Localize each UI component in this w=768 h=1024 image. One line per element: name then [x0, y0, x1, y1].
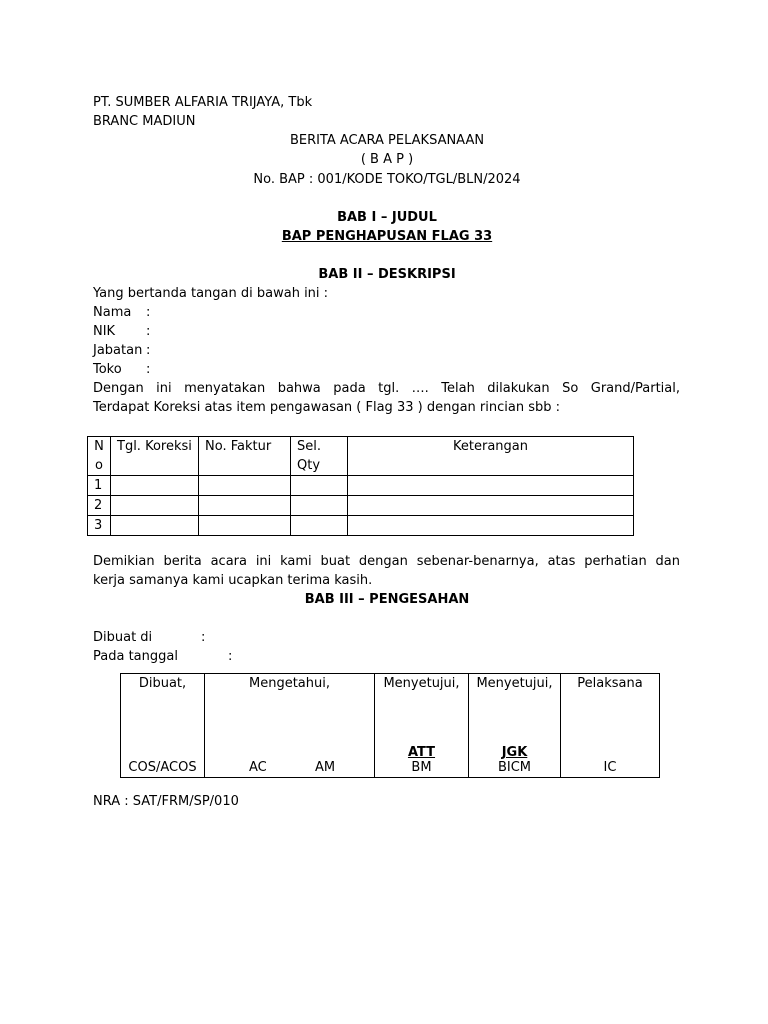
header-sel-line2: Qty — [297, 458, 321, 473]
sig-pelaksana-cell — [561, 674, 660, 778]
signature-table — [120, 673, 660, 778]
row-no: 1 — [88, 476, 111, 496]
header-no-line1: N — [94, 439, 104, 454]
row-faktur — [199, 516, 291, 536]
row-tgl — [111, 516, 199, 536]
bab3-heading: BAB III – PENGESAHAN — [304, 592, 470, 607]
table-row — [88, 516, 634, 536]
signature-row — [121, 674, 660, 778]
field-jabatan-colon: : — [146, 343, 151, 358]
row-sel — [291, 516, 348, 536]
sig-mengetahui-role-ac: AC — [249, 760, 267, 775]
row-no: 3 — [88, 516, 111, 536]
header-no-line2: o — [95, 458, 103, 473]
statement-line-1: Dengan ini menyatakan bahwa pada tgl. …. Telah dilakukan So Grand/Partial, — [93, 381, 680, 396]
sig-menyetujui-bm-cell — [375, 674, 469, 778]
header-no-faktur: No. Faktur — [199, 437, 291, 476]
sig-dibuat-cell — [121, 674, 205, 778]
row-keterangan — [348, 496, 634, 516]
row-faktur — [199, 496, 291, 516]
tanggal-line — [93, 647, 232, 666]
sig-menyetujui-bicm-name: JGK — [501, 745, 528, 760]
row-no: 2 — [88, 496, 111, 516]
sig-menyetujui-bm-name: ATT — [407, 745, 436, 760]
company-name: PT. SUMBER ALFARIA TRIJAYA, Tbk — [93, 95, 313, 110]
sig-mengetahui-role-am: AM — [315, 760, 336, 775]
sig-mengetahui-cell — [205, 674, 375, 778]
intro-text: Yang bertanda tangan di bawah ini : — [93, 286, 329, 301]
bab2-heading: BAB II – DESKRIPSI — [318, 267, 456, 282]
document-number: No. BAP : 001/KODE TOKO/TGL/BLN/2024 — [253, 172, 521, 187]
sig-pelaksana-header: Pelaksana — [577, 676, 643, 691]
field-nama — [93, 303, 150, 322]
sig-dibuat-role: COS/ACOS — [128, 760, 197, 775]
row-keterangan — [348, 516, 634, 536]
field-nama-label: Nama — [93, 305, 132, 320]
document-title: BERITA ACARA PELAKSANAAN — [289, 133, 485, 148]
row-tgl — [111, 496, 199, 516]
dibuat-di-line — [93, 628, 205, 647]
field-nik-colon: : — [146, 324, 151, 339]
bab1-heading: BAB I – JUDUL — [337, 210, 437, 225]
sig-menyetujui-bicm-role: BICM — [497, 760, 532, 775]
field-nik-label: NIK — [93, 324, 116, 339]
document-abbreviation: ( B A P ) — [360, 152, 414, 167]
form-code: NRA : SAT/FRM/SP/010 — [93, 794, 239, 809]
correction-table — [87, 436, 634, 536]
closing-line-2: kerja samanya kami ucapkan terima kasih. — [93, 573, 373, 588]
header-no — [88, 437, 111, 476]
header-keterangan: Keterangan — [348, 437, 634, 476]
header-tgl-koreksi: Tgl. Koreksi — [111, 437, 199, 476]
field-toko — [93, 360, 150, 379]
sig-menyetujui-bicm-cell — [469, 674, 561, 778]
sig-menyetujui-bm-header: Menyetujui, — [383, 676, 460, 691]
dibuat-di-colon: : — [201, 630, 206, 645]
tanggal-label: Pada tanggal — [93, 649, 178, 664]
field-toko-colon: : — [146, 362, 151, 377]
sig-menyetujui-bm-role: BM — [411, 760, 432, 775]
branch-name: BRANC MADIUN — [93, 114, 196, 129]
field-jabatan-label: Jabatan — [93, 343, 143, 358]
table-row — [88, 476, 634, 496]
row-tgl — [111, 476, 199, 496]
row-sel — [291, 496, 348, 516]
statement-line-2: Terdapat Koreksi atas item pengawasan ( Flag 33 ) dengan rincian sbb : — [93, 400, 560, 415]
bab1-subheading: BAP PENGHAPUSAN FLAG 33 — [281, 229, 493, 244]
tanggal-colon: : — [228, 649, 233, 664]
dibuat-di-label: Dibuat di — [93, 630, 153, 645]
row-sel — [291, 476, 348, 496]
table-row — [88, 496, 634, 516]
field-toko-label: Toko — [93, 362, 122, 377]
row-faktur — [199, 476, 291, 496]
sig-dibuat-header: Dibuat, — [138, 676, 187, 691]
table-header-row — [88, 437, 634, 476]
closing-line-1: Demikian berita acara ini kami buat dengan sebenar-benarnya, atas perhatian dan — [93, 554, 680, 569]
field-jabatan — [93, 341, 150, 360]
header-sel-qty — [291, 437, 348, 476]
field-nik — [93, 322, 150, 341]
header-sel-line1: Sel. — [297, 439, 321, 454]
sig-mengetahui-header: Mengetahui, — [249, 676, 330, 691]
sig-menyetujui-bicm-header: Menyetujui, — [476, 676, 553, 691]
sig-pelaksana-role: IC — [603, 760, 617, 775]
field-nama-colon: : — [146, 305, 151, 320]
row-keterangan — [348, 476, 634, 496]
